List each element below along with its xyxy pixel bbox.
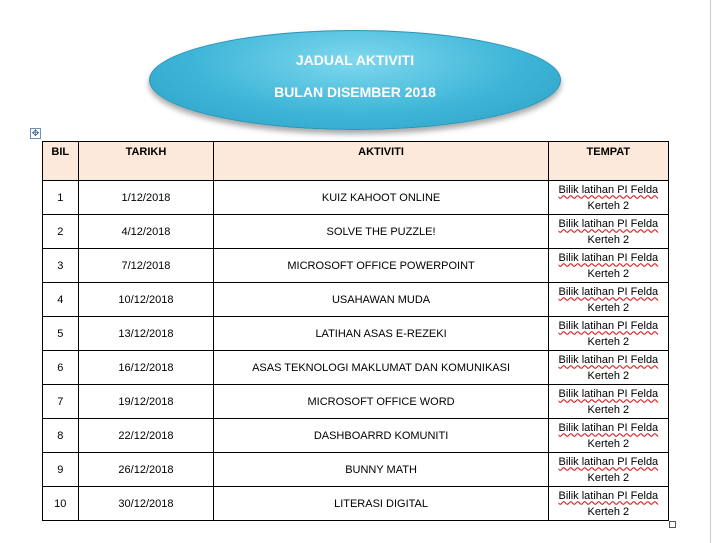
- tempat-line-1: Bilik latihan PI Felda: [558, 183, 659, 196]
- cell-aktiviti[interactable]: USAHAWAN MUDA: [214, 283, 548, 317]
- tempat-line-1: Bilik latihan PI Felda: [558, 421, 659, 434]
- cell-tarikh[interactable]: 16/12/2018: [78, 351, 214, 385]
- cell-aktiviti[interactable]: KUIZ KAHOOT ONLINE: [214, 181, 548, 215]
- table-row: [43, 453, 669, 487]
- cell-tarikh[interactable]: 1/12/2018: [78, 181, 214, 215]
- tempat-line-2: Kerteh 2: [587, 471, 630, 484]
- cell-tempat[interactable]: [548, 453, 668, 487]
- column-header-tarikh: TARIKH: [78, 142, 214, 181]
- table-row: [43, 317, 669, 351]
- page-edge: [710, 0, 711, 543]
- cell-bil[interactable]: 6: [43, 351, 79, 385]
- tempat-line-1: Bilik latihan PI Felda: [558, 489, 659, 502]
- tempat-line-2: Kerteh 2: [587, 335, 630, 348]
- tempat-line-1: Bilik latihan PI Felda: [558, 455, 659, 468]
- title-line-1: JADUAL AKTIVITI: [295, 52, 415, 68]
- cell-aktiviti[interactable]: MICROSOFT OFFICE WORD: [214, 385, 548, 419]
- cell-aktiviti[interactable]: SOLVE THE PUZZLE!: [214, 215, 548, 249]
- tempat-line-1: Bilik latihan PI Felda: [558, 387, 659, 400]
- table-row: [43, 351, 669, 385]
- title-ellipse[interactable]: [149, 30, 561, 130]
- cell-tempat[interactable]: [548, 215, 668, 249]
- tempat-line-2: Kerteh 2: [587, 267, 630, 280]
- cell-bil[interactable]: 2: [43, 215, 79, 249]
- cell-tarikh[interactable]: 13/12/2018: [78, 317, 214, 351]
- activity-table: [42, 141, 669, 521]
- cell-aktiviti[interactable]: DASHBOARRD KOMUNITI: [214, 419, 548, 453]
- cell-tempat[interactable]: [548, 181, 668, 215]
- tempat-line-1: Bilik latihan PI Felda: [558, 251, 659, 264]
- cell-bil[interactable]: 3: [43, 249, 79, 283]
- cell-bil[interactable]: 4: [43, 283, 79, 317]
- table-row: [43, 487, 669, 521]
- cell-aktiviti[interactable]: LATIHAN ASAS E-REZEKI: [214, 317, 548, 351]
- cell-bil[interactable]: 7: [43, 385, 79, 419]
- tempat-line-2: Kerteh 2: [587, 505, 630, 518]
- cell-tempat[interactable]: [548, 487, 668, 521]
- tempat-line-1: Bilik latihan PI Felda: [558, 353, 659, 366]
- tempat-line-2: Kerteh 2: [587, 403, 630, 416]
- cell-bil[interactable]: 1: [43, 181, 79, 215]
- column-header-aktiviti: AKTIVITI: [214, 142, 548, 181]
- cell-tarikh[interactable]: 19/12/2018: [78, 385, 214, 419]
- cell-tarikh[interactable]: 4/12/2018: [78, 215, 214, 249]
- tempat-line-1: Bilik latihan PI Felda: [558, 285, 659, 298]
- cell-aktiviti[interactable]: ASAS TEKNOLOGI MAKLUMAT DAN KOMUNIKASI: [214, 351, 548, 385]
- cell-aktiviti[interactable]: BUNNY MATH: [214, 453, 548, 487]
- tempat-line-1: Bilik latihan PI Felda: [558, 319, 659, 332]
- cell-tempat[interactable]: [548, 351, 668, 385]
- move-arrows-icon[interactable]: ✥: [31, 128, 40, 138]
- cell-tempat[interactable]: [548, 419, 668, 453]
- cell-tarikh[interactable]: 7/12/2018: [78, 249, 214, 283]
- tempat-line-2: Kerteh 2: [587, 301, 630, 314]
- tempat-line-2: Kerteh 2: [587, 369, 630, 382]
- table-row: [43, 385, 669, 419]
- cell-tarikh[interactable]: 26/12/2018: [78, 453, 214, 487]
- cell-bil[interactable]: 5: [43, 317, 79, 351]
- tempat-line-2: Kerteh 2: [587, 437, 630, 450]
- cell-tempat[interactable]: [548, 317, 668, 351]
- title-line-2: BULAN DISEMBER 2018: [274, 84, 436, 100]
- cell-tempat[interactable]: [548, 385, 668, 419]
- cell-tempat[interactable]: [548, 249, 668, 283]
- column-header-bil: BIL: [43, 142, 79, 181]
- table-row: [43, 181, 669, 215]
- cell-bil[interactable]: 8: [43, 419, 79, 453]
- table-header-row: [43, 142, 669, 181]
- cell-tarikh[interactable]: 22/12/2018: [78, 419, 214, 453]
- tempat-line-2: Kerteh 2: [587, 199, 630, 212]
- tempat-line-2: Kerteh 2: [587, 233, 630, 246]
- cell-bil[interactable]: 10: [43, 487, 79, 521]
- tempat-line-1: Bilik latihan PI Felda: [558, 217, 659, 230]
- cell-aktiviti[interactable]: MICROSOFT OFFICE POWERPOINT: [214, 249, 548, 283]
- table-row: [43, 419, 669, 453]
- cell-tarikh[interactable]: 30/12/2018: [78, 487, 214, 521]
- cell-aktiviti[interactable]: LITERASI DIGITAL: [214, 487, 548, 521]
- cell-tarikh[interactable]: 10/12/2018: [78, 283, 214, 317]
- cell-bil[interactable]: 9: [43, 453, 79, 487]
- cell-tempat[interactable]: [548, 283, 668, 317]
- table-row: [43, 283, 669, 317]
- resize-square-icon[interactable]: [669, 521, 676, 528]
- column-header-tempat: TEMPAT: [548, 142, 668, 181]
- table-row: [43, 215, 669, 249]
- table-row: [43, 249, 669, 283]
